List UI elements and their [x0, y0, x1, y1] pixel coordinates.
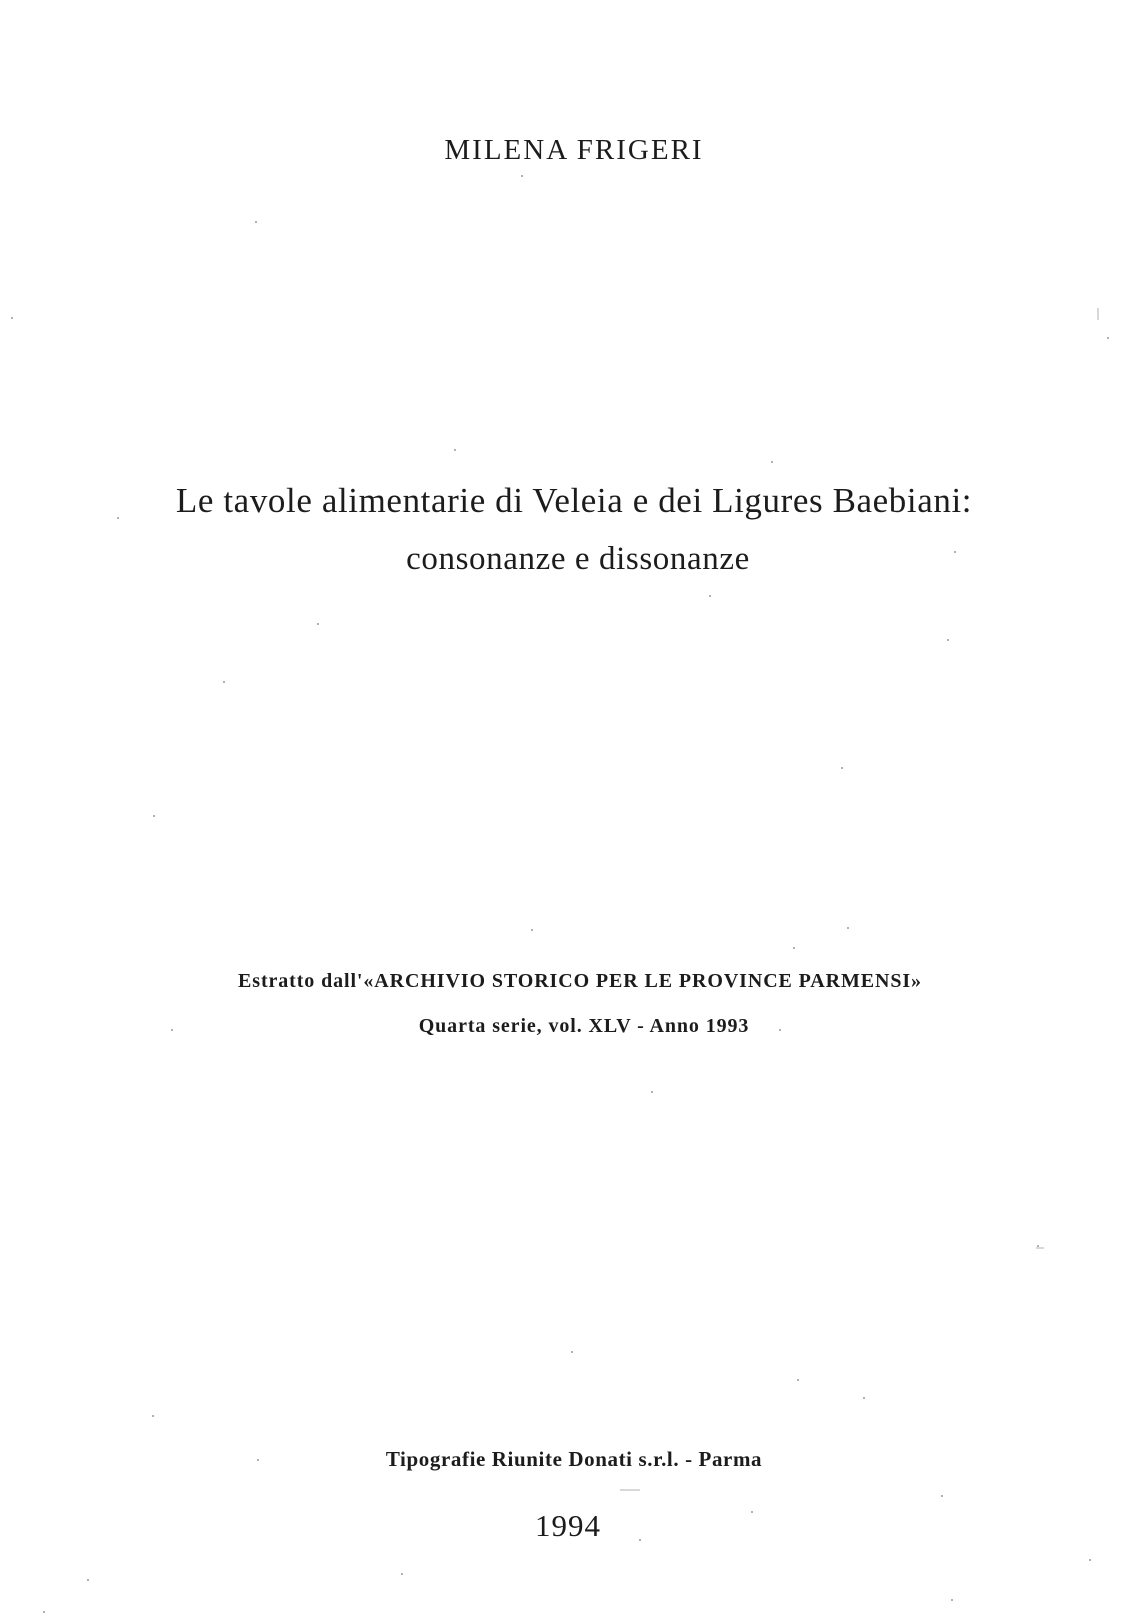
title-line-1: Le tavole alimentarie di Veleia e dei Ligures Baebiani: [175, 481, 973, 520]
extract-source: Estratto dall'«ARCHIVIO STORICO PER LE PROVINCE PARMENSI» [238, 970, 922, 992]
author-name: MILENA FRIGERI [444, 134, 704, 166]
publication-year: 1994 [535, 1508, 601, 1543]
extract-volume: Quarta serie, vol. XLV - Anno 1993 [418, 1015, 750, 1037]
printer-imprint: Tipografie Riunite Donati s.r.l. - Parma [385, 1447, 763, 1471]
title-line-2: consonanze e dissonanze [406, 541, 750, 577]
